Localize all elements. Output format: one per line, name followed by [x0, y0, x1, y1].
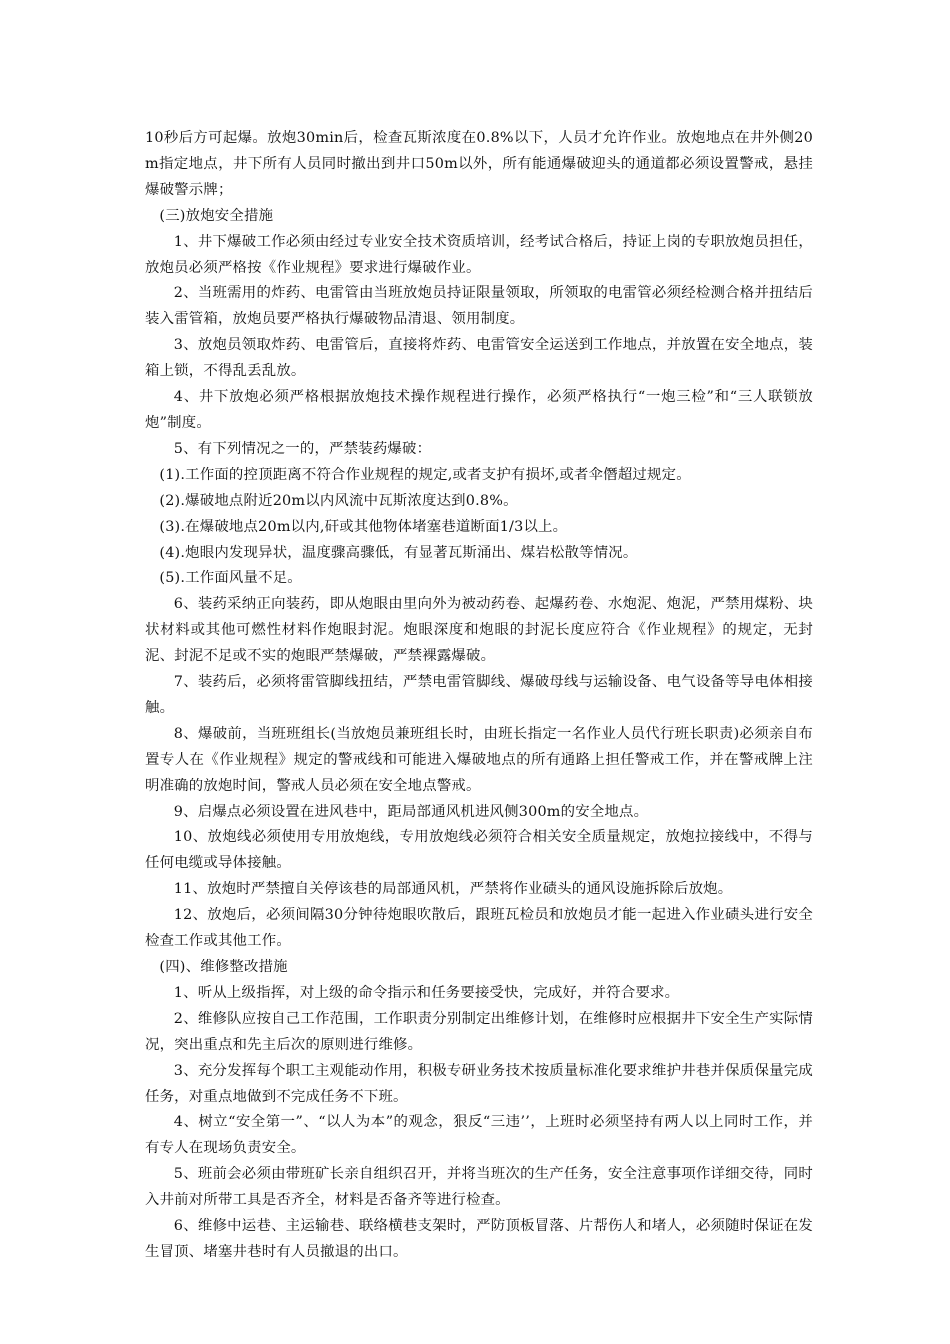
section-heading-maintenance: (四)、维修整改措施: [159, 959, 288, 975]
paragraph-continuation: 10秒后方可起爆。放炮30min后，检查瓦斯浓度在0.8%以下，人员才允许作业。放炮地点在井外侧20m指定地点，井下所有人员同时撤出到井口50m以外，所有能通爆破迎头的通道都必须设置警戒，悬挂爆破警示牌；: [145, 130, 813, 198]
paragraph-item-5: 5、有下列情况之一的，严禁装药爆破：: [173, 440, 432, 457]
paragraph-maint-item-5: 5、班前会必须由带班矿长亲自组织召开，并将当班次的生产任务，安全注意事项作详细交待，同时入井前对所带工具是否齐全，材料是否备齐等进行检查。: [145, 1166, 813, 1209]
paragraph-maint-item-4: 4、树立“安全第一”、“以人为本”的观念，狠反“三违’’，上班时必须坚持有两人以上同时工作，并有专人在现场负责安全。: [145, 1114, 813, 1157]
paragraph-item-4: 4、井下放炮必须严格根据放炮技术操作规程进行操作，必须严格执行“一炮三检”和“三人联锁放炮”制度。: [145, 389, 813, 431]
paragraph-item-1: 1、井下爆破工作必须由经过专业安全技术资质培训，经考试合格后，持证上岗的专职放炮员担任，放炮员必须严格按《作业规程》要求进行爆破作业。: [145, 233, 813, 276]
section-heading-blasting-safety: (三)放炮安全措施: [159, 207, 274, 224]
paragraph-maint-item-6: 6、维修中运巷、主运输巷、联络横巷支架时，严防顶板冒落、片帮伤人和堵人，必须随时保证在发生冒顶、堵塞井巷时有人员撤退的出口。: [145, 1218, 813, 1260]
paragraph-maint-item-1: 1、听从上级指挥，对上级的命令指示和任务要接受快，完成好，并符合要求。: [173, 984, 680, 1001]
paragraph-subitem-2: (2).爆破地点附近20m以内风流中瓦斯浓度达到0.8%。: [159, 492, 518, 509]
paragraph-subitem-3: (3).在爆破地点20m以内,矸或其他物体堵塞巷道断面1/3以上。: [159, 518, 568, 535]
document-body: [145, 126, 813, 1266]
paragraph-item-2: 2、当班需用的炸药、电雷管由当班放炮员持证限量领取，所领取的电雷管必须经检测合格并扭结后装入雷管箱，放炮员要严格执行爆破物品清退、领用制度。: [145, 285, 813, 328]
paragraph-item-6: 6、装药采纳正向装药，即从炮眼由里向外为被动药卷、起爆药卷、水炮泥、炮泥，严禁用煤粉、块状材料或其他可燃性材料作炮眼封泥。炮眼深度和炮眼的封泥长度应符合《作业规程》的规定，无封泥、封泥不足或不实的炮眼严禁爆破，严禁裸露爆破。: [145, 596, 813, 665]
paragraph-item-11: 11、放炮时严禁擅自关停该巷的局部通风机，严禁将作业碛头的通风设施拆除后放炮。: [173, 881, 733, 898]
paragraph-subitem-5: (5).工作面风量不足。: [159, 570, 302, 587]
paragraph-item-9: 9、启爆点必须设置在进风巷中，距局部通风机进风侧300m的安全地点。: [173, 803, 649, 820]
paragraph-item-8: 8、爆破前，当班班组长(当放炮员兼班组长时，由班长指定一名作业人员代行班长职责)必须亲自布置专人在《作业规程》规定的警戒线和可能进入爆破地点的所有通路上担任警戒工作，并在警戒牌上注明准确的放炮时间，警戒人员必须在安全地点警戒。: [145, 725, 813, 794]
paragraph-item-12: 12、放炮后，必须间隔30分钟待炮眼吹散后，跟班瓦检员和放炮员才能一起进入作业碛头进行安全检查工作或其他工作。: [145, 907, 813, 950]
paragraph-item-7: 7、装药后，必须将雷管脚线扭结，严禁电雷管脚线、爆破母线与运输设备、电气设备等导电体相接触。: [145, 674, 813, 716]
paragraph-maint-item-2: 2、维修队应按自己工作范围，工作职责分别制定出维修计划，在维修时应根据井下安全生产实际情况，突出重点和先主后次的原则进行维修。: [145, 1010, 813, 1053]
paragraph-item-10: 10、放炮线必须使用专用放炮线，专用放炮线必须符合相关安全质量规定，放炮拉接线中，不得与任何电缆或导体接触。: [145, 829, 813, 872]
paragraph-maint-item-3: 3、充分发挥每个职工主观能动作用，积极专研业务技术按质量标准化要求维护井巷并保质保量完成任务，对重点地做到不完成任务不下班。: [145, 1062, 813, 1105]
paragraph-subitem-4: (4).炮眼内发现异状，温度骤高骤低，有显著瓦斯涌出、煤岩松散等情况。: [159, 544, 638, 561]
paragraph-item-3: 3、放炮员领取炸药、电雷管后，直接将炸药、电雷管安全运送到工作地点，并放置在安全地点，装箱上锁，不得乱丢乱放。: [145, 337, 813, 380]
paragraph-subitem-1: (1).工作面的控顶距离不符合作业规程的规定,或者支护有损坏,或者伞僭超过规定。: [159, 466, 691, 483]
